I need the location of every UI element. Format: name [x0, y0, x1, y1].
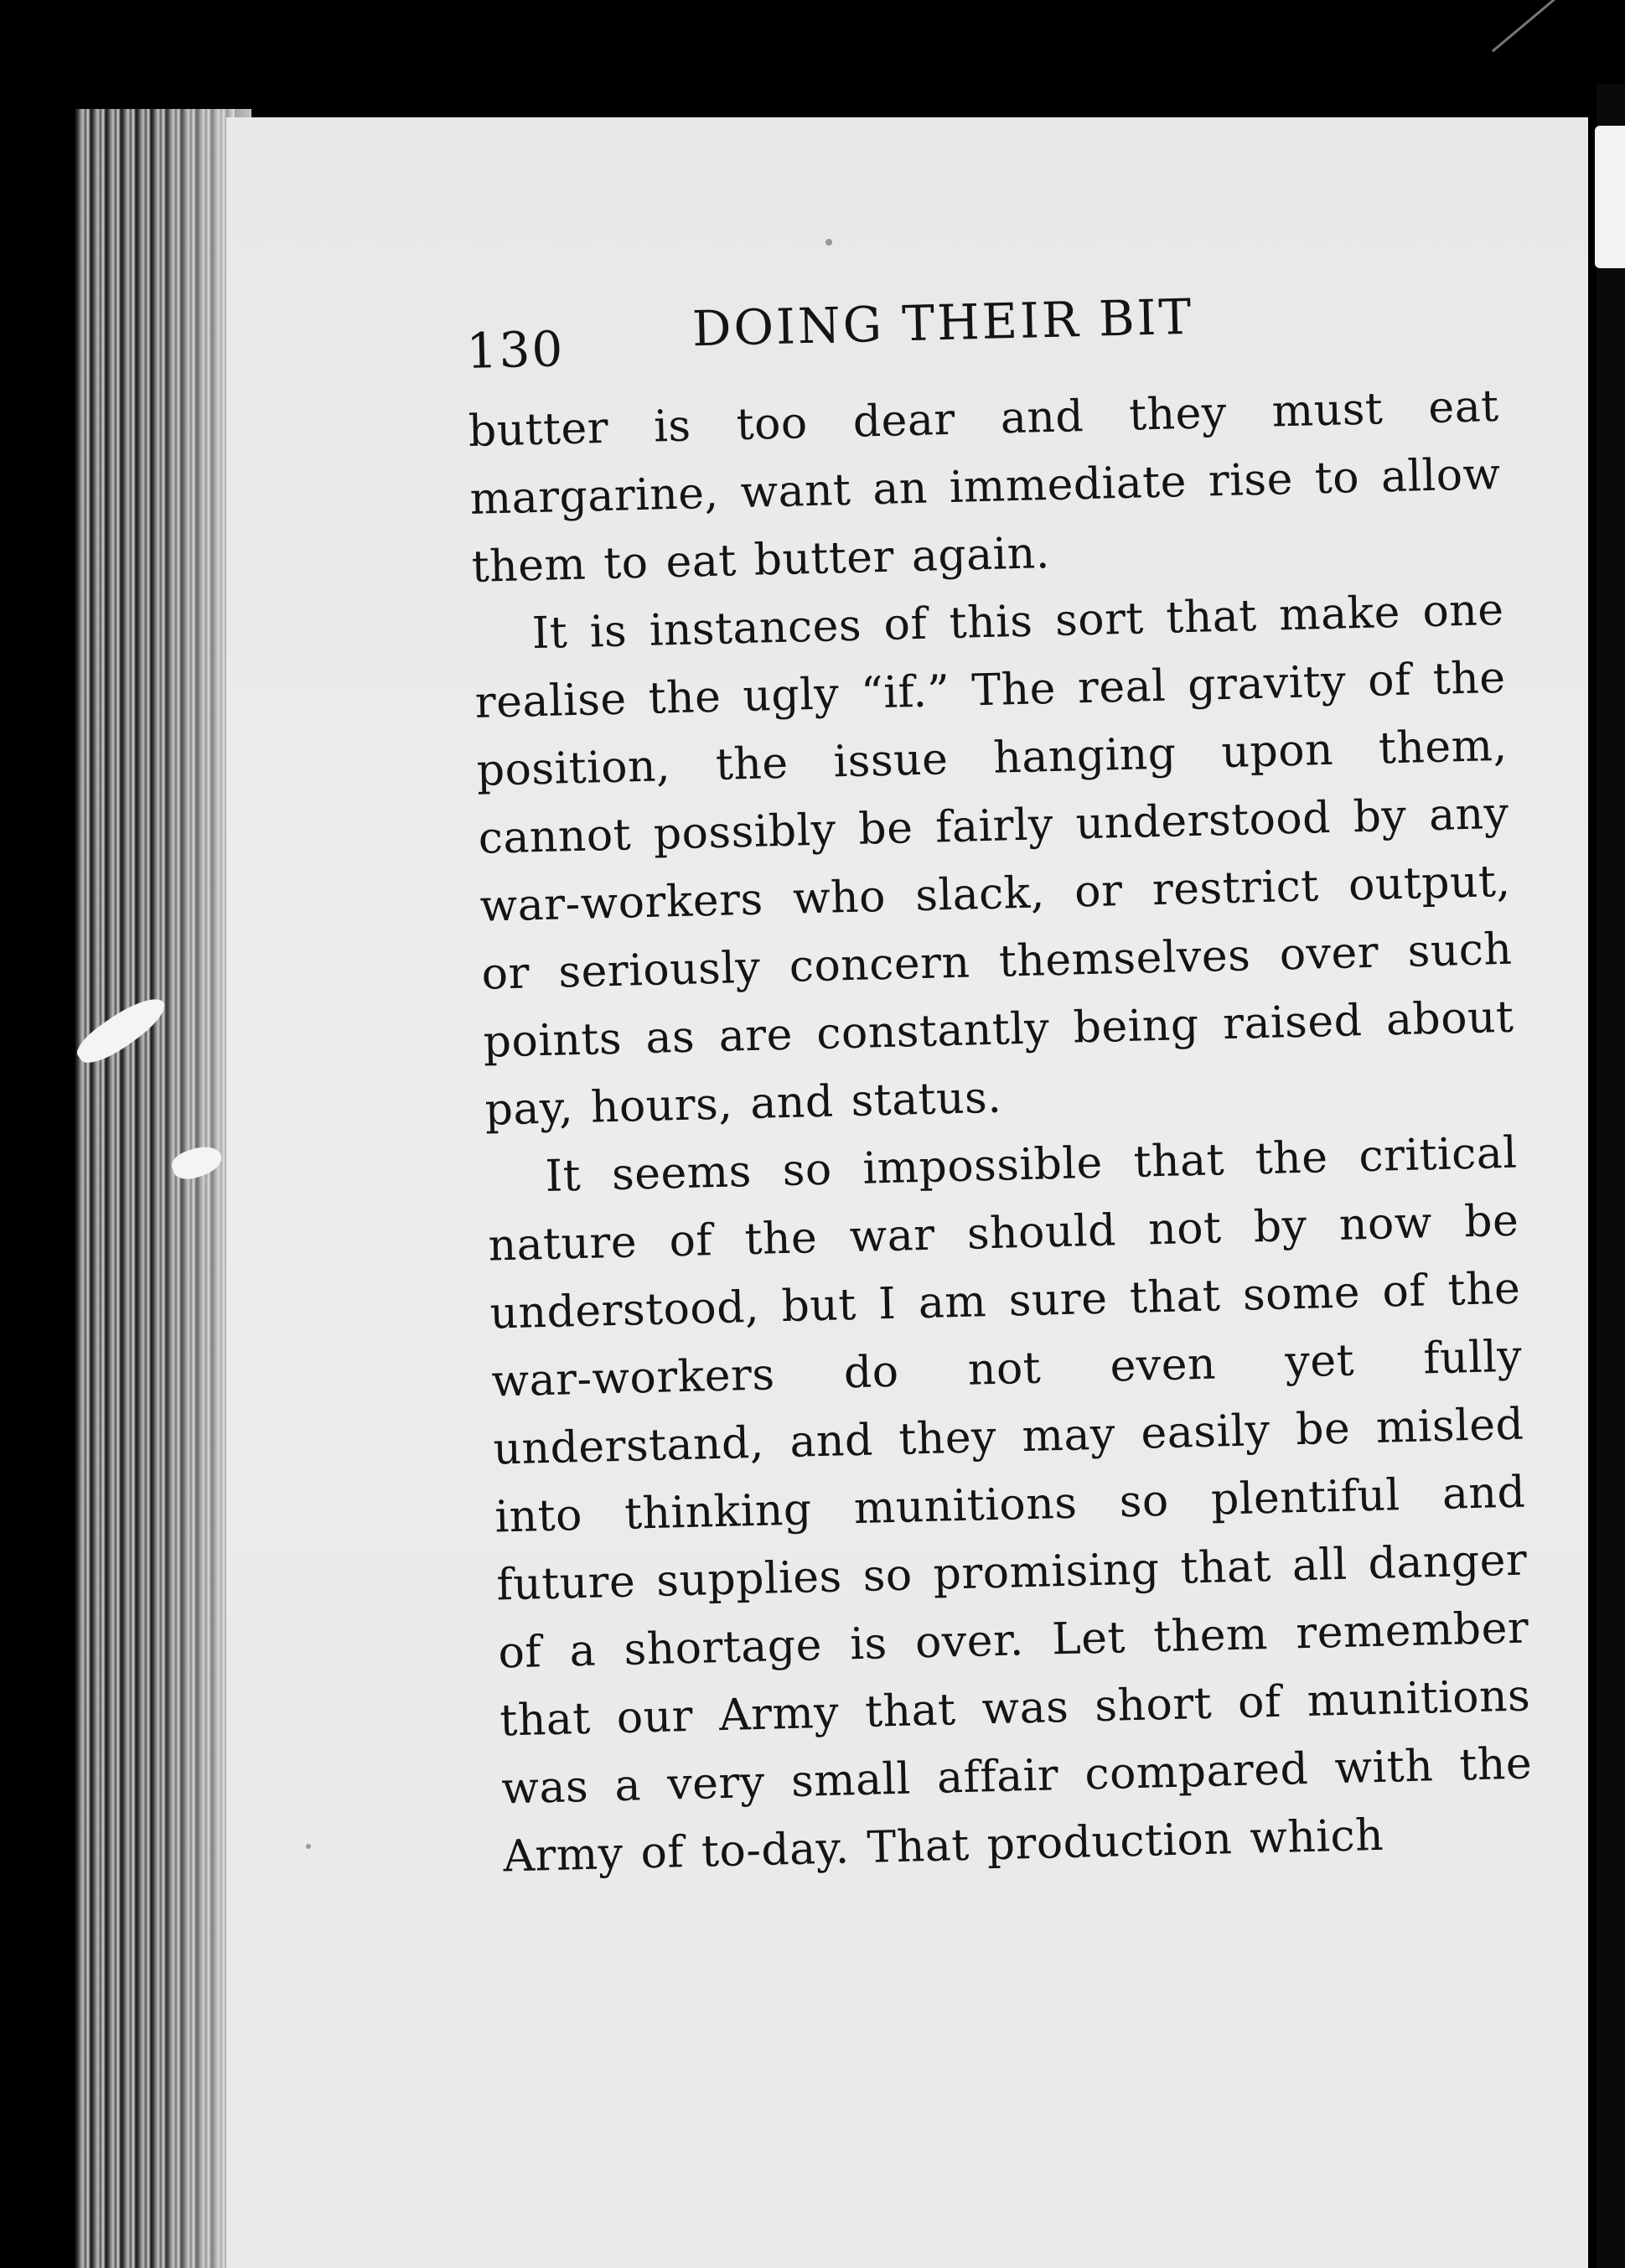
running-title: DOING THEIR BIT — [691, 287, 1194, 358]
page-corner-edge — [1492, 0, 1613, 104]
speck — [306, 1844, 311, 1849]
paragraph-2: It is instances of this sort that make one realise the ugly “if.” The real gravity of the position, the issue hanging upon them, cannot possibly be fairly understood by any war-workers who slack, or restrict output, or seriously concern themselves over such points as are constantly being raised about pay, hours, and status. — [474, 584, 1515, 1136]
right-border — [1597, 84, 1625, 2268]
speck — [825, 239, 832, 246]
page-text — [465, 272, 1542, 2183]
paragraph-3: It seems so impossible that the critical nature of the war should not by now be understood, but I am sure that some of the war-workers do not even yet fully understand, and they may easily be misled into thinking munitions so plentiful and future supplies so promising that all danger of a shortage is over. Let them remember that our Army that was short of munitions was a very small affair compared with the Army of to-day. That production which — [487, 1127, 1533, 1882]
paragraph-1: butter is too dear and they must eat margarine, want an immediate rise to allow them to eat butter again. — [468, 381, 1502, 593]
body-text — [468, 373, 1534, 1892]
right-edge-notch — [1595, 126, 1625, 268]
page-number: 130 — [465, 320, 566, 380]
